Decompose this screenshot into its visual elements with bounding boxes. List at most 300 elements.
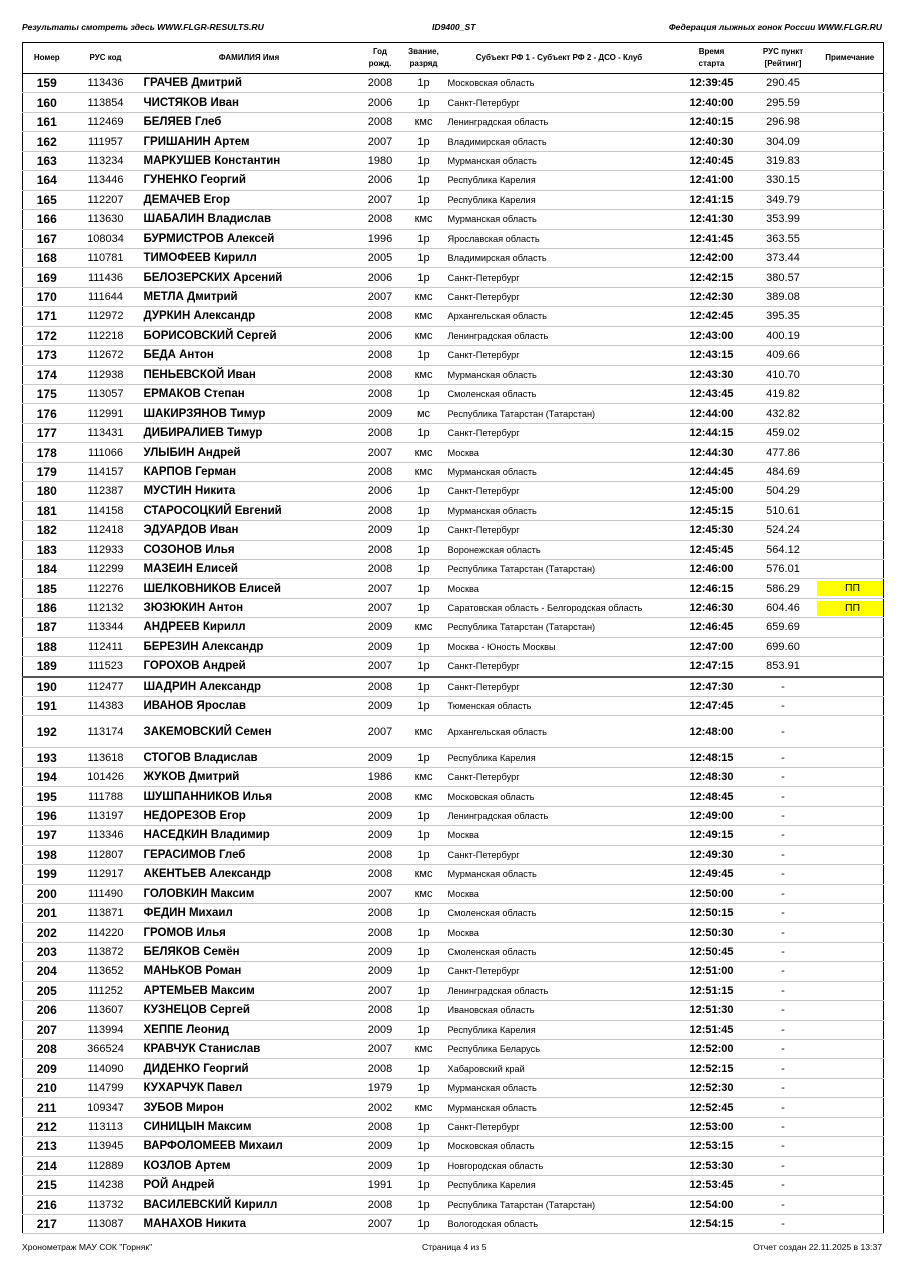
cell-birth-year: 2007 [358, 981, 403, 1000]
cell-birth-year: 2006 [358, 326, 403, 345]
cell-rank: кмс [403, 787, 445, 806]
cell-number: 180 [23, 482, 71, 501]
cell-number: 208 [23, 1040, 71, 1059]
table-row [23, 521, 884, 540]
cell-rus-code: 113431 [71, 423, 141, 442]
cell-note [817, 132, 884, 151]
cell-region: Республика Татарстан (Татарстан) [445, 618, 674, 637]
cell-rus-code: 112299 [71, 559, 141, 578]
cell-rank: 1р [403, 1214, 445, 1233]
cell-points: - [750, 962, 817, 981]
cell-rus-code: 113087 [71, 1214, 141, 1233]
cell-points: - [750, 748, 817, 767]
cell-start-time: 12:40:15 [674, 112, 750, 131]
cell-rank: 1р [403, 748, 445, 767]
cell-points: - [750, 942, 817, 961]
cell-start-time: 12:41:00 [674, 171, 750, 190]
cell-birth-year: 2008 [358, 903, 403, 922]
cell-birth-year: 2009 [358, 404, 403, 423]
cell-birth-year: 2009 [358, 962, 403, 981]
cell-athlete-name: ХЕППЕ Леонид [141, 1020, 358, 1039]
cell-note [817, 806, 884, 825]
cell-note [817, 657, 884, 677]
cell-rank: 1р [403, 132, 445, 151]
cell-region: Республика Татарстан (Татарстан) [445, 1195, 674, 1214]
cell-birth-year: 2008 [358, 787, 403, 806]
cell-start-time: 12:50:15 [674, 903, 750, 922]
table-row [23, 579, 884, 598]
footer-timing: Хронометраж МАУ СОК "Горняк" [22, 1242, 153, 1252]
cell-number: 192 [23, 716, 71, 748]
header-event-id: ID9400_ST [432, 22, 476, 32]
cell-birth-year: 2008 [358, 346, 403, 365]
cell-start-time: 12:41:15 [674, 190, 750, 209]
cell-note [817, 404, 884, 423]
table-row [23, 1059, 884, 1078]
cell-rank: 1р [403, 74, 445, 93]
cell-points: 504.29 [750, 482, 817, 501]
cell-points: - [750, 1156, 817, 1175]
cell-region: Санкт-Петербург [445, 767, 674, 786]
cell-points: - [750, 865, 817, 884]
cell-start-time: 12:48:00 [674, 716, 750, 748]
cell-rus-code: 114158 [71, 501, 141, 520]
cell-start-time: 12:42:00 [674, 248, 750, 267]
col-header-year [358, 43, 403, 74]
cell-rus-code: 113872 [71, 942, 141, 961]
cell-rus-code: 110781 [71, 248, 141, 267]
cell-number: 185 [23, 579, 71, 598]
cell-athlete-name: НАСЕДКИН Владимир [141, 826, 358, 845]
table-row [23, 748, 884, 767]
cell-points: 459.02 [750, 423, 817, 442]
cell-rank: 1р [403, 171, 445, 190]
cell-birth-year: 2002 [358, 1098, 403, 1117]
cell-rank: кмс [403, 210, 445, 229]
cell-note [817, 637, 884, 656]
cell-note [817, 93, 884, 112]
cell-birth-year: 2008 [358, 559, 403, 578]
cell-points: - [750, 903, 817, 922]
cell-rus-code: 113732 [71, 1195, 141, 1214]
cell-start-time: 12:43:45 [674, 385, 750, 404]
cell-points: - [750, 1098, 817, 1117]
cell-athlete-name: ВАСИЛЕВСКИЙ Кирилл [141, 1195, 358, 1214]
cell-rank: 1р [403, 1059, 445, 1078]
table-row [23, 657, 884, 677]
cell-start-time: 12:43:00 [674, 326, 750, 345]
cell-athlete-name: ГЕРАСИМОВ Глеб [141, 845, 358, 864]
cell-region: Саратовская область - Белгородская область [445, 598, 674, 617]
cell-note [817, 767, 884, 786]
cell-rus-code: 112132 [71, 598, 141, 617]
table-row [23, 1137, 884, 1156]
table-row [23, 618, 884, 637]
cell-rank: кмс [403, 307, 445, 326]
cell-athlete-name: ДУРКИН Александр [141, 307, 358, 326]
cell-number: 210 [23, 1078, 71, 1097]
cell-number: 196 [23, 806, 71, 825]
cell-birth-year: 2008 [358, 1117, 403, 1136]
cell-start-time: 12:46:15 [674, 579, 750, 598]
table-row [23, 540, 884, 559]
cell-points: 319.83 [750, 151, 817, 170]
cell-athlete-name: БУРМИСТРОВ Алексей [141, 229, 358, 248]
cell-rus-code: 112387 [71, 482, 141, 501]
cell-note [817, 112, 884, 131]
start-list-table [22, 42, 884, 1234]
cell-note [817, 190, 884, 209]
cell-region: Москва [445, 923, 674, 942]
cell-birth-year: 2007 [358, 598, 403, 617]
cell-points: 853.91 [750, 657, 817, 677]
cell-number: 188 [23, 637, 71, 656]
cell-birth-year: 2006 [358, 482, 403, 501]
table-row [23, 74, 884, 93]
cell-start-time: 12:40:00 [674, 93, 750, 112]
cell-athlete-name: ШАДРИН Александр [141, 677, 358, 697]
cell-birth-year: 2006 [358, 268, 403, 287]
cell-note [817, 598, 884, 617]
cell-note [817, 326, 884, 345]
cell-region: Ленинградская область [445, 981, 674, 1000]
cell-rank: 1р [403, 1156, 445, 1175]
table-row [23, 385, 884, 404]
cell-start-time: 12:42:45 [674, 307, 750, 326]
cell-rank: кмс [403, 865, 445, 884]
cell-birth-year: 2008 [358, 112, 403, 131]
cell-start-time: 12:51:45 [674, 1020, 750, 1039]
cell-birth-year: 2007 [358, 443, 403, 462]
cell-note [817, 1117, 884, 1136]
table-row [23, 1195, 884, 1214]
cell-number: 182 [23, 521, 71, 540]
cell-note [817, 1059, 884, 1078]
cell-rank: кмс [403, 443, 445, 462]
cell-note [817, 579, 884, 598]
col-header-num: Номер [23, 43, 71, 74]
col-header-points-line2: [Рейтинг] [764, 59, 802, 68]
cell-points: - [750, 1020, 817, 1039]
table-row [23, 1098, 884, 1117]
cell-rus-code: 113344 [71, 618, 141, 637]
cell-number: 215 [23, 1176, 71, 1195]
cell-points: 296.98 [750, 112, 817, 131]
cell-athlete-name: БЕДА Антон [141, 346, 358, 365]
cell-start-time: 12:51:15 [674, 981, 750, 1000]
cell-note [817, 385, 884, 404]
cell-rus-code: 111523 [71, 657, 141, 677]
col-header-points-line1: РУС пункт [762, 47, 804, 56]
cell-start-time: 12:44:45 [674, 462, 750, 481]
cell-number: 216 [23, 1195, 71, 1214]
cell-athlete-name: ДЕМАЧЕВ Егор [141, 190, 358, 209]
cell-number: 211 [23, 1098, 71, 1117]
cell-region: Республика Карелия [445, 1176, 674, 1195]
cell-points: - [750, 716, 817, 748]
col-header-year-line2: рожд. [368, 59, 392, 68]
cell-birth-year: 2008 [358, 210, 403, 229]
footer-report-date: Отчет создан 22.11.2025 в 13:37 [753, 1242, 882, 1252]
cell-start-time: 12:48:15 [674, 748, 750, 767]
cell-region: Мурманская область [445, 865, 674, 884]
cell-region: Москва - Юность Москвы [445, 637, 674, 656]
cell-start-time: 12:54:15 [674, 1214, 750, 1233]
table-row [23, 287, 884, 306]
cell-note [817, 923, 884, 942]
cell-points: - [750, 787, 817, 806]
cell-birth-year: 2007 [358, 1040, 403, 1059]
table-row [23, 716, 884, 748]
cell-note [817, 482, 884, 501]
cell-athlete-name: ЧИСТЯКОВ Иван [141, 93, 358, 112]
cell-rus-code: 113436 [71, 74, 141, 93]
cell-region: Ленинградская область [445, 806, 674, 825]
table-row [23, 697, 884, 716]
cell-rank: кмс [403, 716, 445, 748]
table-row [23, 677, 884, 697]
cell-rank: 1р [403, 248, 445, 267]
cell-points: 576.01 [750, 559, 817, 578]
cell-note [817, 1156, 884, 1175]
cell-rus-code: 113945 [71, 1137, 141, 1156]
cell-athlete-name: КАРПОВ Герман [141, 462, 358, 481]
table-row [23, 423, 884, 442]
table-row [23, 1078, 884, 1097]
table-row [23, 248, 884, 267]
cell-rank: 1р [403, 1078, 445, 1097]
cell-start-time: 12:44:30 [674, 443, 750, 462]
cell-note [817, 210, 884, 229]
cell-points: - [750, 981, 817, 1000]
cell-region: Архангельская область [445, 716, 674, 748]
cell-birth-year: 2007 [358, 657, 403, 677]
cell-athlete-name: БЕЛЯЕВ Глеб [141, 112, 358, 131]
cell-number: 203 [23, 942, 71, 961]
cell-note [817, 981, 884, 1000]
cell-start-time: 12:49:30 [674, 845, 750, 864]
cell-start-time: 12:51:00 [674, 962, 750, 981]
cell-rank: 1р [403, 806, 445, 825]
cell-number: 171 [23, 307, 71, 326]
cell-note [817, 962, 884, 981]
cell-note [817, 697, 884, 716]
cell-rank: 1р [403, 697, 445, 716]
cell-number: 165 [23, 190, 71, 209]
cell-note [817, 501, 884, 520]
cell-athlete-name: ГУНЕНКО Георгий [141, 171, 358, 190]
cell-rank: 1р [403, 93, 445, 112]
cell-region: Вологодская область [445, 1214, 674, 1233]
cell-rus-code: 112411 [71, 637, 141, 656]
cell-start-time: 12:54:00 [674, 1195, 750, 1214]
cell-region: Мурманская область [445, 462, 674, 481]
cell-birth-year: 2009 [358, 826, 403, 845]
cell-region: Санкт-Петербург [445, 1117, 674, 1136]
cell-region: Санкт-Петербург [445, 93, 674, 112]
table-row [23, 865, 884, 884]
cell-athlete-name: БЕРЕЗИН Александр [141, 637, 358, 656]
cell-birth-year: 2009 [358, 942, 403, 961]
cell-birth-year: 2008 [358, 501, 403, 520]
table-row [23, 443, 884, 462]
cell-rank: 1р [403, 1001, 445, 1020]
cell-points: 432.82 [750, 404, 817, 423]
cell-start-time: 12:49:00 [674, 806, 750, 825]
cell-number: 174 [23, 365, 71, 384]
cell-note [817, 1020, 884, 1039]
cell-start-time: 12:48:30 [674, 767, 750, 786]
cell-rank: кмс [403, 462, 445, 481]
cell-rus-code: 112469 [71, 112, 141, 131]
cell-rank: кмс [403, 618, 445, 637]
table-row [23, 462, 884, 481]
cell-rank: кмс [403, 365, 445, 384]
cell-rank: 1р [403, 1117, 445, 1136]
cell-note [817, 903, 884, 922]
page-header [22, 22, 882, 38]
note-badge: ПП [817, 581, 884, 596]
cell-points: 400.19 [750, 326, 817, 345]
table-row [23, 806, 884, 825]
cell-points: - [750, 923, 817, 942]
cell-rus-code: 113652 [71, 962, 141, 981]
cell-region: Мурманская область [445, 1078, 674, 1097]
cell-region: Ярославская область [445, 229, 674, 248]
cell-athlete-name: СТАРОСОЦКИЙ Евгений [141, 501, 358, 520]
cell-rus-code: 113618 [71, 748, 141, 767]
cell-rus-code: 113197 [71, 806, 141, 825]
cell-start-time: 12:45:45 [674, 540, 750, 559]
cell-start-time: 12:42:30 [674, 287, 750, 306]
cell-rus-code: 112477 [71, 677, 141, 697]
table-row [23, 1020, 884, 1039]
cell-number: 199 [23, 865, 71, 884]
cell-points: 419.82 [750, 385, 817, 404]
cell-points: 604.46 [750, 598, 817, 617]
cell-birth-year: 2007 [358, 884, 403, 903]
cell-number: 195 [23, 787, 71, 806]
cell-rank: 1р [403, 579, 445, 598]
cell-birth-year: 1996 [358, 229, 403, 248]
cell-athlete-name: ГРАЧЕВ Дмитрий [141, 74, 358, 93]
cell-rus-code: 111490 [71, 884, 141, 903]
cell-rank: 1р [403, 657, 445, 677]
cell-rank: 1р [403, 423, 445, 442]
cell-rus-code: 113607 [71, 1001, 141, 1020]
cell-athlete-name: ШУШПАННИКОВ Илья [141, 787, 358, 806]
cell-rus-code: 113630 [71, 210, 141, 229]
cell-region: Республика Карелия [445, 171, 674, 190]
cell-number: 178 [23, 443, 71, 462]
cell-note [817, 462, 884, 481]
cell-athlete-name: ЗЮЗЮКИН Антон [141, 598, 358, 617]
cell-birth-year: 2008 [358, 865, 403, 884]
cell-note [817, 268, 884, 287]
col-header-time-line2: старта [698, 59, 725, 68]
cell-rus-code: 111788 [71, 787, 141, 806]
table-row [23, 923, 884, 942]
cell-birth-year: 2008 [358, 1001, 403, 1020]
cell-number: 184 [23, 559, 71, 578]
cell-start-time: 12:44:15 [674, 423, 750, 442]
table-row [23, 637, 884, 656]
header-results-link: Результаты смотреть здесь WWW.FLGR-RESULTS.RU [22, 22, 264, 32]
cell-region: Республика Карелия [445, 748, 674, 767]
cell-points: - [750, 1078, 817, 1097]
cell-rank: мс [403, 404, 445, 423]
cell-athlete-name: ФЕДИН Михаил [141, 903, 358, 922]
table-row [23, 229, 884, 248]
cell-rank: 1р [403, 559, 445, 578]
cell-note [817, 1176, 884, 1195]
cell-rank: 1р [403, 942, 445, 961]
cell-rus-code: 114383 [71, 697, 141, 716]
cell-athlete-name: ЕРМАКОВ Степан [141, 385, 358, 404]
table-row [23, 268, 884, 287]
cell-number: 202 [23, 923, 71, 942]
cell-points: 586.29 [750, 579, 817, 598]
cell-number: 159 [23, 74, 71, 93]
table-row [23, 210, 884, 229]
table-row [23, 151, 884, 170]
cell-number: 179 [23, 462, 71, 481]
cell-note [817, 74, 884, 93]
cell-rus-code: 113346 [71, 826, 141, 845]
cell-points: 389.08 [750, 287, 817, 306]
cell-athlete-name: РОЙ Андрей [141, 1176, 358, 1195]
cell-athlete-name: ЗУБОВ Мирон [141, 1098, 358, 1117]
cell-rus-code: 111252 [71, 981, 141, 1000]
cell-rus-code: 114157 [71, 462, 141, 481]
cell-athlete-name: МАЗЕИН Елисей [141, 559, 358, 578]
cell-points: 410.70 [750, 365, 817, 384]
cell-note [817, 1001, 884, 1020]
cell-region: Санкт-Петербург [445, 521, 674, 540]
cell-note [817, 1195, 884, 1214]
cell-rank: 1р [403, 229, 445, 248]
cell-region: Санкт-Петербург [445, 657, 674, 677]
cell-birth-year: 2009 [358, 1137, 403, 1156]
cell-number: 193 [23, 748, 71, 767]
cell-note [817, 942, 884, 961]
cell-rus-code: 112218 [71, 326, 141, 345]
cell-birth-year: 2005 [358, 248, 403, 267]
cell-rus-code: 114090 [71, 1059, 141, 1078]
table-body [23, 74, 884, 1234]
cell-athlete-name: АНДРЕЕВ Кирилл [141, 618, 358, 637]
cell-rus-code: 112933 [71, 540, 141, 559]
cell-birth-year: 2007 [358, 1214, 403, 1233]
cell-birth-year: 2009 [358, 1020, 403, 1039]
cell-points: - [750, 1176, 817, 1195]
cell-rus-code: 111957 [71, 132, 141, 151]
cell-note [817, 540, 884, 559]
cell-rank: 1р [403, 385, 445, 404]
cell-athlete-name: ДИДЕНКО Георгий [141, 1059, 358, 1078]
cell-start-time: 12:39:45 [674, 74, 750, 93]
table-row [23, 365, 884, 384]
cell-note [817, 1098, 884, 1117]
cell-start-time: 12:49:15 [674, 826, 750, 845]
cell-region: Республика Беларусь [445, 1040, 674, 1059]
cell-points: 349.79 [750, 190, 817, 209]
cell-region: Новгородская область [445, 1156, 674, 1175]
cell-note [817, 826, 884, 845]
cell-rank: 1р [403, 962, 445, 981]
cell-region: Санкт-Петербург [445, 482, 674, 501]
cell-rus-code: 111644 [71, 287, 141, 306]
